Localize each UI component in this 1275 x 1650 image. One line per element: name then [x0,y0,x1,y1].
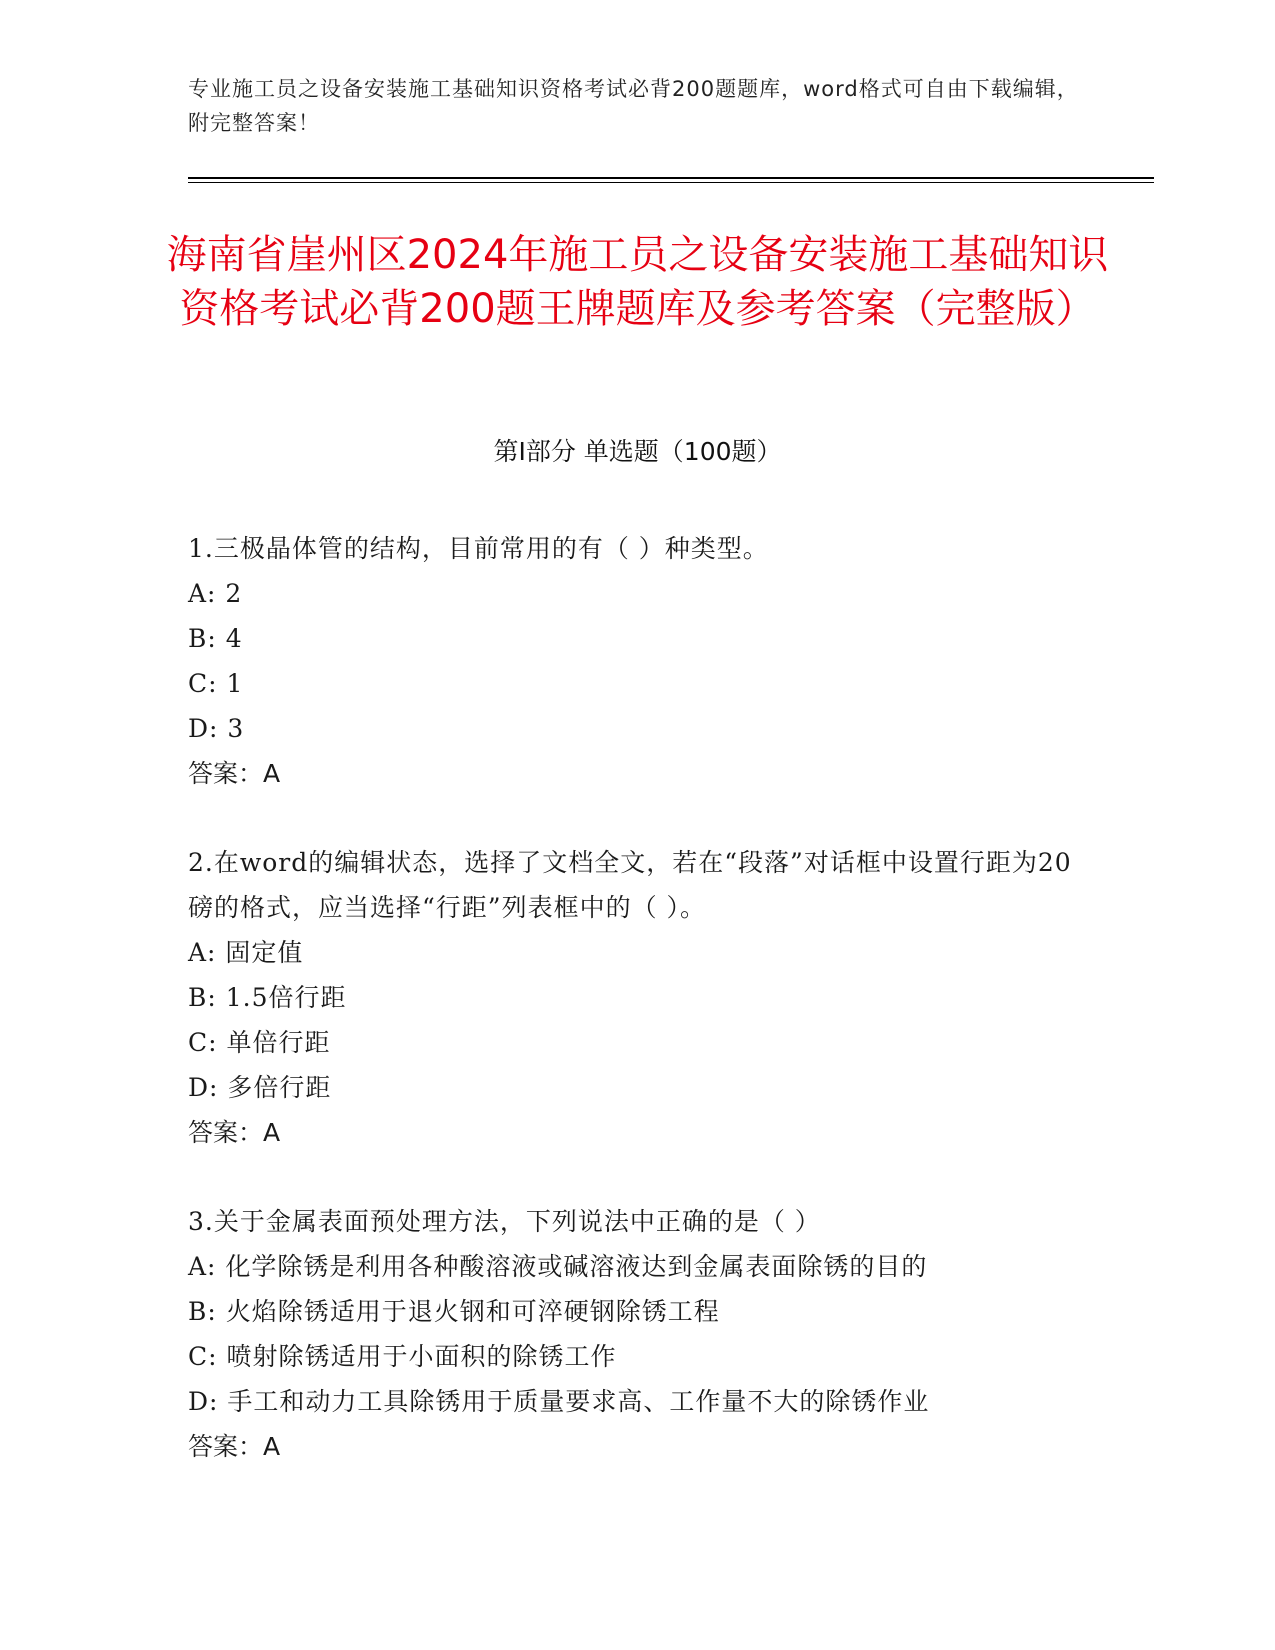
header-divider-thin [188,182,1154,183]
option-a: A: 化学除锈是利用各种酸溶液或碱溶液达到金属表面除锈的目的 [188,1252,928,1281]
option-b: B: 1.5倍行距 [188,983,347,1012]
question-stem: 3.关于金属表面预处理方法，下列说法中正确的是（ ） [188,1207,821,1236]
option-c: C: 1 [188,669,244,698]
question-item [188,526,1088,796]
option-d: D: 多倍行距 [188,1073,332,1102]
question-item [188,840,1088,1155]
option-a: A: 固定值 [188,938,304,967]
header-divider-thick [188,177,1154,179]
answer-label: 答案：A [188,759,281,788]
header-note: 专业施工员之设备安装施工基础知识资格考试必背200题题库，word格式可自由下载编辑，附完整答案！ [188,77,1079,135]
option-b: B: 4 [188,624,243,653]
section-heading: 第Ⅰ部分 单选题（100题） [493,437,782,466]
option-d: D: 3 [188,714,245,743]
option-a: A: 2 [188,579,243,608]
answer-label: 答案：A [188,1118,281,1147]
document-title: 海南省崖州区2024年施工员之设备安装施工基础知识资格考试必背200题王牌题库及参考答案（完整版） [166,232,1109,332]
option-c: C: 喷射除锈适用于小面积的除锈工作 [188,1342,617,1371]
option-c: C: 单倍行距 [188,1028,331,1057]
question-item [188,1199,1088,1469]
option-b: B: 火焰除锈适用于退火钢和可淬硬钢除锈工程 [188,1297,720,1326]
option-d: D: 手工和动力工具除锈用于质量要求高、工作量不大的除锈作业 [188,1387,930,1416]
question-stem: 1.三极晶体管的结构，目前常用的有（ ）种类型。 [188,534,769,563]
answer-label: 答案：A [188,1432,281,1461]
question-list [188,526,1088,1513]
question-stem: 2.在word的编辑状态，选择了文档全文，若在“段落”对话框中设置行距为20磅的格式，应当选择“行距”列表框中的（ ）。 [188,848,1072,922]
